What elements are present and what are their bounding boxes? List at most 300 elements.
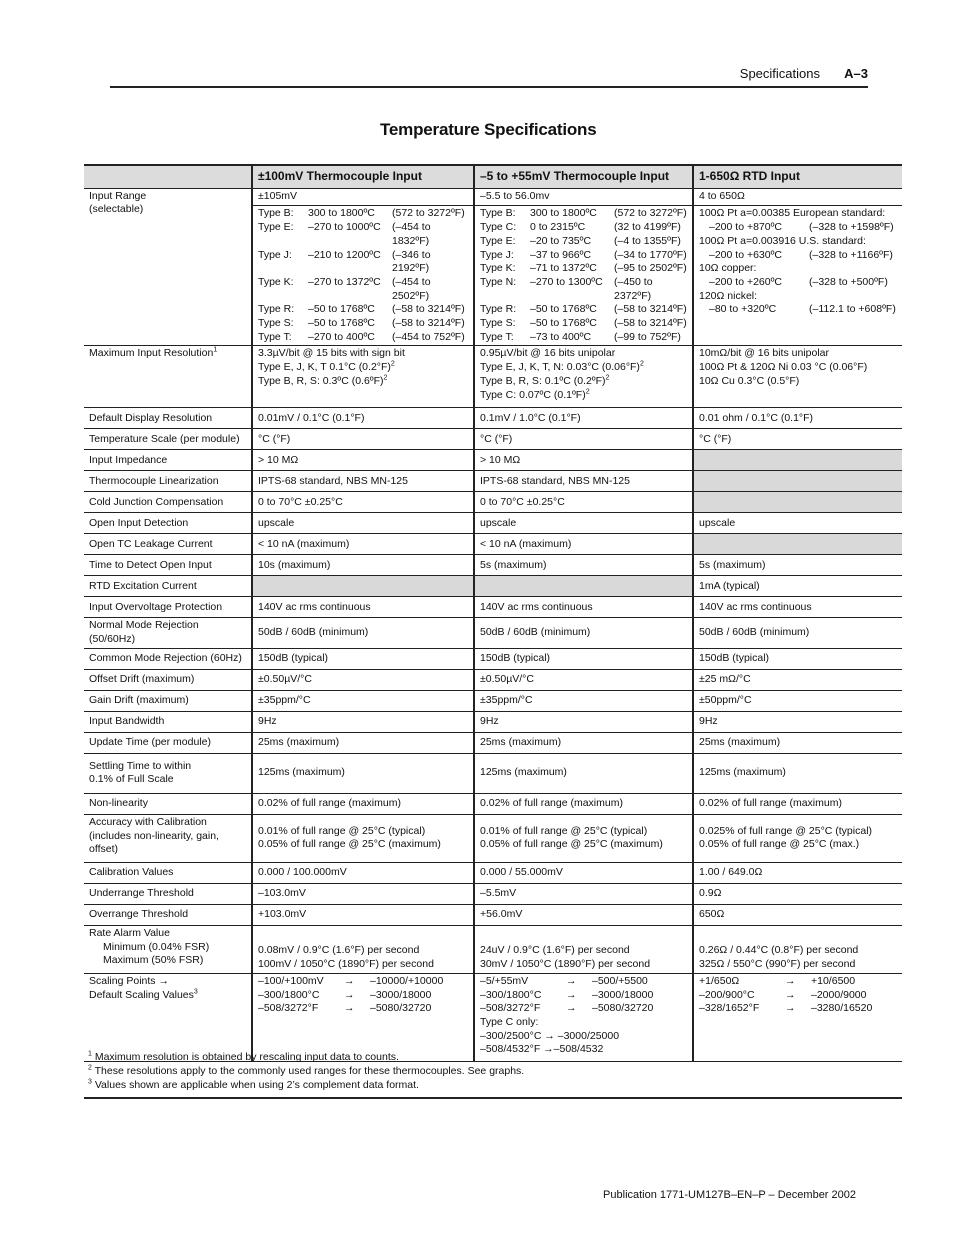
arrow-icon: → bbox=[344, 988, 355, 1001]
row-label: Cold Junction Compensation bbox=[84, 492, 252, 513]
cell bbox=[252, 973, 474, 1061]
cell bbox=[252, 925, 474, 973]
scale-from: –300/1800°C bbox=[480, 988, 542, 1001]
footnote-number: 3 bbox=[88, 1078, 92, 1086]
cell: 1mA (typical) bbox=[693, 576, 902, 597]
spacer bbox=[699, 276, 709, 290]
arrow-icon: → bbox=[785, 988, 796, 1001]
type-cell: (–58 to 3214ºF) bbox=[614, 317, 687, 330]
cell: upscale bbox=[252, 513, 474, 534]
cell bbox=[693, 492, 902, 513]
line bbox=[480, 361, 687, 375]
table-row bbox=[84, 188, 902, 206]
publication-footer: Publication 1771-UM127B–EN–P – December 2002 bbox=[603, 1189, 856, 1201]
type-cell: –37 to 966ºC bbox=[530, 248, 592, 261]
row-label: Open TC Leakage Current bbox=[84, 534, 252, 555]
cell bbox=[693, 814, 902, 862]
cell bbox=[474, 814, 693, 862]
cell: 9Hz bbox=[252, 711, 474, 732]
line: 0.95µV/bit @ 16 bits unipolar bbox=[480, 347, 616, 360]
row-label: Overrange Threshold bbox=[84, 904, 252, 925]
cell: 125ms (maximum) bbox=[252, 753, 474, 793]
type-c-line: Type C only: bbox=[480, 1015, 539, 1028]
cell: 1.00 / 649.0Ω bbox=[693, 862, 902, 883]
range-f: (–328 to +1598ºF) bbox=[809, 221, 894, 234]
row-label bbox=[84, 346, 252, 408]
cell: upscale bbox=[474, 513, 693, 534]
type-cell: Type E: bbox=[258, 221, 294, 234]
type-cell: Type C: bbox=[480, 221, 517, 234]
type-cell: (–454 to 1832ºF) bbox=[392, 221, 431, 247]
line: 0.01% of full range @ 25°C (typical) bbox=[258, 824, 426, 837]
cell: ±25 mΩ/°C bbox=[693, 669, 902, 690]
cell: 0.1mV / 1.0°C (0.1°F) bbox=[474, 408, 693, 429]
cell: 0 to 70°C ±0.25°C bbox=[252, 492, 474, 513]
row-label: Common Mode Rejection (60Hz) bbox=[84, 648, 252, 669]
rtd-type: 100Ω Pt a=0.00385 European standard: bbox=[699, 207, 886, 220]
cell bbox=[252, 814, 474, 862]
cell: IPTS-68 standard, NBS MN-125 bbox=[252, 471, 474, 492]
arrow-icon: → bbox=[785, 1002, 796, 1015]
cell: 0 to 70°C ±0.25°C bbox=[474, 492, 693, 513]
cell: 25ms (maximum) bbox=[474, 732, 693, 753]
cell bbox=[693, 925, 902, 973]
footnote-ref: 2 bbox=[390, 360, 395, 368]
row-label: Gain Drift (maximum) bbox=[84, 690, 252, 711]
type-cell: (–58 to 3214ºF) bbox=[392, 317, 465, 330]
cell: +56.0mV bbox=[474, 904, 693, 925]
table-row bbox=[84, 793, 902, 814]
rtd-type: 10Ω copper: bbox=[699, 262, 757, 275]
type-cell: –50 to 1768ºC bbox=[308, 303, 375, 316]
line-text: Type B, R, S: 0.1ºC (0.2ºF) bbox=[480, 374, 606, 387]
line: 0.025% of full range @ 25°C (typical) bbox=[699, 824, 873, 837]
line bbox=[480, 389, 687, 403]
footnote-ref: 3 bbox=[193, 988, 198, 996]
rtd-range bbox=[699, 303, 897, 317]
footnote-ref: 1 bbox=[213, 346, 218, 354]
cell: 150dB (typical) bbox=[693, 648, 902, 669]
cell: > 10 MΩ bbox=[474, 450, 693, 471]
range-c: –200 to +630ºC bbox=[709, 248, 783, 261]
table-row bbox=[84, 555, 902, 576]
table-row bbox=[84, 429, 902, 450]
cell: ±0.50µV/°C bbox=[474, 669, 693, 690]
cell: 5s (maximum) bbox=[474, 555, 693, 576]
row-label bbox=[84, 753, 252, 793]
cell: °C (°F) bbox=[693, 429, 902, 450]
row-label: Normal Mode Rejection (50/60Hz) bbox=[84, 618, 252, 648]
header-section: Specifications bbox=[739, 66, 820, 81]
line: 325Ω / 550°C (990°F) per second bbox=[699, 958, 856, 971]
scale-from: –508/3272°F bbox=[480, 1002, 541, 1015]
row-label: Input Impedance bbox=[84, 450, 252, 471]
type-cell: Type K: bbox=[480, 262, 516, 275]
footnotes bbox=[88, 1050, 900, 1092]
header-55mv: –5 to +55mV Thermocouple Input bbox=[474, 165, 693, 188]
type-cell: –210 to 1200ºC bbox=[308, 248, 381, 261]
line: 10Ω Cu 0.3°C (0.5°F) bbox=[699, 374, 800, 387]
table-row bbox=[84, 711, 902, 732]
cell bbox=[693, 450, 902, 471]
cell: 25ms (maximum) bbox=[693, 732, 902, 753]
running-header bbox=[110, 66, 868, 88]
cell: 4 to 650Ω bbox=[693, 188, 902, 206]
table-row bbox=[84, 534, 902, 555]
scale-to: –3000/18000 bbox=[592, 988, 654, 1001]
cell: 140V ac rms continuous bbox=[474, 597, 693, 618]
type-cell: (–450 to 2372ºF) bbox=[614, 275, 653, 302]
scale-to: –500/+5500 bbox=[592, 974, 648, 987]
footnote-rule bbox=[84, 1097, 902, 1099]
row-label: Input Overvoltage Protection bbox=[84, 597, 252, 618]
row-label: Underrange Threshold bbox=[84, 883, 252, 904]
type-cell: Type J: bbox=[480, 248, 514, 261]
label-line: (selectable) bbox=[89, 203, 144, 216]
footnote-text: Maximum resolution is obtained by rescaling input data to counts. bbox=[94, 1051, 399, 1063]
cell: 0.02% of full range (maximum) bbox=[693, 793, 902, 814]
type-cell: –50 to 1768ºC bbox=[308, 317, 375, 330]
cell: 150dB (typical) bbox=[474, 648, 693, 669]
type-c-line: –508/4532°F →–508/4532 bbox=[480, 1043, 604, 1056]
line: 0.01% of full range @ 25°C (typical) bbox=[480, 824, 648, 837]
cell: 125ms (maximum) bbox=[693, 753, 902, 793]
header-page-number: A–3 bbox=[844, 66, 868, 81]
cell: > 10 MΩ bbox=[252, 450, 474, 471]
row-label bbox=[84, 814, 252, 862]
label-line: Accuracy with Calibration bbox=[89, 815, 207, 828]
scale-from: –5/+55mV bbox=[480, 974, 529, 987]
type-cell: –71 to 1372ºC bbox=[530, 262, 597, 275]
scale-to: –10000/+10000 bbox=[370, 974, 444, 987]
label-text: Maximum Input Resolution bbox=[89, 347, 214, 360]
cell: ±105mV bbox=[252, 188, 474, 206]
type-cell: (–58 to 3214ºF) bbox=[614, 303, 687, 316]
cell: 9Hz bbox=[474, 711, 693, 732]
row-label: Input Bandwidth bbox=[84, 711, 252, 732]
type-cell: –50 to 1768ºC bbox=[530, 303, 597, 316]
line: 100mV / 1050°C (1890°F) per second bbox=[258, 958, 434, 971]
row-label bbox=[84, 973, 252, 1061]
cell: 0.01mV / 0.1°C (0.1°F) bbox=[252, 408, 474, 429]
table-row bbox=[84, 732, 902, 753]
type-cell: –50 to 1768ºC bbox=[530, 317, 597, 330]
type-cell: Type B: bbox=[480, 207, 516, 220]
table-row bbox=[84, 883, 902, 904]
type-cell: –20 to 735ºC bbox=[530, 234, 592, 247]
type-cell: 300 to 1800ºC bbox=[530, 207, 597, 220]
table-row bbox=[84, 450, 902, 471]
table-row bbox=[84, 492, 902, 513]
footnote-text: Values shown are applicable when using 2’s complement data format. bbox=[94, 1079, 419, 1091]
type-cell: –73 to 400ºC bbox=[530, 330, 592, 343]
cell: 25ms (maximum) bbox=[252, 732, 474, 753]
cell bbox=[474, 576, 693, 597]
rtd-range bbox=[699, 249, 897, 263]
scale-from: –100/+100mV bbox=[258, 974, 324, 987]
scale-to: –2000/9000 bbox=[811, 988, 867, 1001]
cell: ±50ppm/°C bbox=[693, 690, 902, 711]
row-label: Default Display Resolution bbox=[84, 408, 252, 429]
row-label: Thermocouple Linearization bbox=[84, 471, 252, 492]
cell: 0.02% of full range (maximum) bbox=[252, 793, 474, 814]
type-cell: (–454 to 752ºF) bbox=[392, 330, 465, 343]
cell: 140V ac rms continuous bbox=[252, 597, 474, 618]
label-text: Default Scaling Values bbox=[89, 988, 194, 1001]
scale-from: –300/1800°C bbox=[258, 988, 320, 1001]
rtd-type: 100Ω Pt a=0.003916 U.S. standard: bbox=[699, 234, 866, 247]
table-row bbox=[84, 408, 902, 429]
label-line: Minimum (0.04% FSR) bbox=[103, 940, 210, 953]
line: 30mV / 1050°C (1890°F) per second bbox=[480, 958, 651, 971]
table-row bbox=[84, 597, 902, 618]
type-cell: Type S: bbox=[480, 317, 516, 330]
scale-to: –3000/18000 bbox=[370, 988, 432, 1001]
type-cell: –270 to 1000ºC bbox=[308, 221, 381, 234]
cell bbox=[252, 576, 474, 597]
cell bbox=[474, 925, 693, 973]
footnote bbox=[88, 1078, 900, 1092]
temperature-spec-table bbox=[84, 164, 902, 1062]
cell: °C (°F) bbox=[474, 429, 693, 450]
table-row bbox=[84, 690, 902, 711]
table-header-row bbox=[84, 165, 902, 188]
label-line: offset) bbox=[89, 843, 118, 856]
cell bbox=[474, 206, 693, 346]
footnote-text: These resolutions apply to the commonly used ranges for these thermocouples. See graphs. bbox=[94, 1065, 525, 1077]
cell bbox=[693, 471, 902, 492]
header-blank bbox=[84, 165, 252, 188]
spacer bbox=[699, 303, 709, 317]
table-row bbox=[84, 669, 902, 690]
range-f: (–328 to +500ºF) bbox=[809, 275, 888, 288]
table-row bbox=[84, 513, 902, 534]
line: 0.08mV / 0.9°C (1.6°F) per second bbox=[258, 944, 420, 957]
label-line: (includes non-linearity, gain, bbox=[89, 829, 219, 842]
line bbox=[258, 361, 468, 375]
type-cell: Type T: bbox=[258, 330, 292, 343]
footnote bbox=[88, 1050, 900, 1064]
cell bbox=[252, 206, 474, 346]
scale-to: –3280/16520 bbox=[811, 1002, 873, 1015]
rtd-type: 120Ω nickel: bbox=[699, 289, 758, 302]
table-row bbox=[84, 973, 902, 1061]
table-row bbox=[84, 576, 902, 597]
footnote-ref: 2 bbox=[383, 374, 388, 382]
cell: 140V ac rms continuous bbox=[693, 597, 902, 618]
range-f: (–328 to +1166ºF) bbox=[809, 248, 893, 261]
type-cell: (–95 to 2502ºF) bbox=[614, 262, 687, 275]
type-cell: –270 to 1300ºC bbox=[530, 275, 603, 288]
table-row bbox=[84, 925, 902, 973]
table-row bbox=[84, 904, 902, 925]
line: 0.05% of full range @ 25°C (maximum) bbox=[480, 838, 663, 851]
label-line: Input Range bbox=[89, 189, 147, 202]
row-label: Non-linearity bbox=[84, 793, 252, 814]
row-label: RTD Excitation Current bbox=[84, 576, 252, 597]
label-line: 0.1% of Full Scale bbox=[89, 773, 174, 786]
footnote bbox=[88, 1064, 900, 1078]
cell: 10s (maximum) bbox=[252, 555, 474, 576]
table-row bbox=[84, 618, 902, 648]
cell bbox=[693, 346, 902, 408]
rtd-range bbox=[699, 221, 897, 235]
line: 10mΩ/bit @ 16 bits unipolar bbox=[699, 347, 829, 360]
type-cell: Type S: bbox=[258, 317, 294, 330]
scale-from: –328/1652°F bbox=[699, 1002, 760, 1015]
footnote-ref: 2 bbox=[585, 388, 590, 396]
type-cell: Type J: bbox=[258, 248, 292, 261]
range-c: –200 to +260ºC bbox=[709, 275, 783, 288]
table-row bbox=[84, 471, 902, 492]
cell bbox=[693, 973, 902, 1061]
row-label: Calibration Values bbox=[84, 862, 252, 883]
cell: 125ms (maximum) bbox=[474, 753, 693, 793]
type-cell: (–34 to 1770ºF) bbox=[614, 248, 687, 261]
type-cell: (32 to 4199ºF) bbox=[614, 221, 681, 234]
cell bbox=[474, 346, 693, 408]
range-c: –80 to +320ºC bbox=[709, 303, 777, 316]
scale-from: –508/3272°F bbox=[258, 1002, 319, 1015]
cell: +103.0mV bbox=[252, 904, 474, 925]
label-line: Rate Alarm Value bbox=[89, 926, 170, 939]
cell: upscale bbox=[693, 513, 902, 534]
type-cell: Type R: bbox=[258, 303, 295, 316]
line bbox=[258, 375, 468, 389]
label-line bbox=[89, 989, 246, 1003]
cell bbox=[474, 973, 693, 1061]
line: 24uV / 0.9°C (1.6°F) per second bbox=[480, 944, 630, 957]
table-row bbox=[84, 862, 902, 883]
cell: –5.5mV bbox=[474, 883, 693, 904]
type-cell: (572 to 3272ºF) bbox=[392, 207, 465, 220]
cell: 0.01 ohm / 0.1°C (0.1°F) bbox=[693, 408, 902, 429]
line-text: Type C: 0.07ºC (0.1ºF) bbox=[480, 388, 586, 401]
cell: 50dB / 60dB (minimum) bbox=[474, 618, 693, 648]
line bbox=[480, 375, 687, 389]
line: 0.05% of full range @ 25°C (max.) bbox=[699, 838, 860, 851]
line-text: Type B, R, S: 0.3ºC (0.6ºF) bbox=[258, 374, 384, 387]
type-cell: –270 to 400ºC bbox=[308, 330, 375, 343]
arrow-icon: → bbox=[344, 974, 355, 987]
type-cell: (–4 to 1355ºF) bbox=[614, 234, 681, 247]
cell: 650Ω bbox=[693, 904, 902, 925]
type-cell: 300 to 1800ºC bbox=[308, 207, 375, 220]
cell: 0.02% of full range (maximum) bbox=[474, 793, 693, 814]
arrow-icon: → bbox=[785, 974, 796, 987]
row-label: Time to Detect Open Input bbox=[84, 555, 252, 576]
type-cell: –270 to 1372ºC bbox=[308, 275, 381, 288]
cell: 150dB (typical) bbox=[252, 648, 474, 669]
arrow-icon: → bbox=[344, 1002, 355, 1015]
range-c: –200 to +870ºC bbox=[709, 221, 783, 234]
cell bbox=[693, 534, 902, 555]
cell: 50dB / 60dB (minimum) bbox=[693, 618, 902, 648]
header-100mv: ±100mV Thermocouple Input bbox=[252, 165, 474, 188]
footnote-number: 2 bbox=[88, 1064, 92, 1072]
type-cell: (–99 to 752ºF) bbox=[614, 330, 681, 343]
line: 0.05% of full range @ 25°C (maximum) bbox=[258, 838, 441, 851]
page-title: Temperature Specifications bbox=[380, 120, 597, 139]
line: 100Ω Pt & 120Ω Ni 0.03 °C (0.06°F) bbox=[699, 361, 868, 374]
label-line: Settling Time to within bbox=[89, 759, 192, 772]
cell: –103.0mV bbox=[252, 883, 474, 904]
type-cell: Type K: bbox=[258, 275, 294, 288]
scale-from: +1/650Ω bbox=[699, 974, 740, 987]
line-text: Type E, J, K, T, N: 0.03°C (0.06°F) bbox=[480, 361, 640, 374]
cell: < 10 nA (maximum) bbox=[474, 534, 693, 555]
arrow-icon: → bbox=[566, 988, 577, 1001]
type-cell: (572 to 3272ºF) bbox=[614, 207, 687, 220]
cell: ±35ppm/°C bbox=[252, 690, 474, 711]
type-cell: Type B: bbox=[258, 207, 294, 220]
type-cell: Type E: bbox=[480, 234, 516, 247]
scale-to: –5080/32720 bbox=[370, 1002, 432, 1015]
footnote-ref: 2 bbox=[639, 360, 644, 368]
cell bbox=[252, 346, 474, 408]
type-c-line: –300/2500°C → –3000/25000 bbox=[480, 1029, 620, 1042]
spacer bbox=[699, 249, 709, 263]
scale-to: +10/6500 bbox=[811, 974, 856, 987]
cell: ±35ppm/°C bbox=[474, 690, 693, 711]
cell: 50dB / 60dB (minimum) bbox=[252, 618, 474, 648]
type-cell: Type R: bbox=[480, 303, 517, 316]
cell: 0.000 / 100.000mV bbox=[252, 862, 474, 883]
arrow-icon: → bbox=[566, 1002, 577, 1015]
line-text: Type E, J, K, T 0.1°C (0.2°F) bbox=[258, 361, 391, 374]
table-row bbox=[84, 814, 902, 862]
table-row bbox=[84, 346, 902, 408]
table-row bbox=[84, 753, 902, 793]
row-label bbox=[84, 188, 252, 346]
cell: –5.5 to 56.0mv bbox=[474, 188, 693, 206]
type-cell: Type T: bbox=[480, 330, 514, 343]
label-line: Maximum (50% FSR) bbox=[103, 954, 204, 967]
cell: 0.000 / 55.000mV bbox=[474, 862, 693, 883]
cell: 0.9Ω bbox=[693, 883, 902, 904]
row-label: Offset Drift (maximum) bbox=[84, 669, 252, 690]
row-label: Open Input Detection bbox=[84, 513, 252, 534]
type-cell: (–346 to 2192ºF) bbox=[392, 248, 431, 275]
cell: 9Hz bbox=[693, 711, 902, 732]
range-f: (–112.1 to +608ºF) bbox=[809, 303, 896, 316]
spacer bbox=[699, 221, 709, 235]
type-cell: (–58 to 3214ºF) bbox=[392, 303, 465, 316]
type-cell: 0 to 2315ºC bbox=[530, 221, 586, 234]
table-row bbox=[84, 648, 902, 669]
cell: IPTS-68 standard, NBS MN-125 bbox=[474, 471, 693, 492]
row-label: Update Time (per module) bbox=[84, 732, 252, 753]
scale-from: –200/900°C bbox=[699, 988, 755, 1001]
rtd-range bbox=[699, 276, 897, 290]
row-label bbox=[84, 925, 252, 973]
cell: ±0.50µV/°C bbox=[252, 669, 474, 690]
type-cell: Type N: bbox=[480, 275, 517, 288]
type-cell: (–454 to 2502ºF) bbox=[392, 275, 431, 302]
footnote-number: 1 bbox=[88, 1050, 92, 1058]
label-line: Scaling Points → bbox=[89, 974, 169, 987]
header-rtd: 1-650Ω RTD Input bbox=[693, 165, 902, 188]
scale-to: –5080/32720 bbox=[592, 1002, 654, 1015]
line: 3.3µV/bit @ 15 bits with sign bit bbox=[258, 347, 405, 360]
cell: °C (°F) bbox=[252, 429, 474, 450]
line: 0.26Ω / 0.44°C (0.8°F) per second bbox=[699, 944, 859, 957]
arrow-icon: → bbox=[566, 974, 577, 987]
footnote-ref: 2 bbox=[605, 374, 610, 382]
row-label: Temperature Scale (per module) bbox=[84, 429, 252, 450]
cell bbox=[693, 206, 902, 346]
cell: 5s (maximum) bbox=[693, 555, 902, 576]
